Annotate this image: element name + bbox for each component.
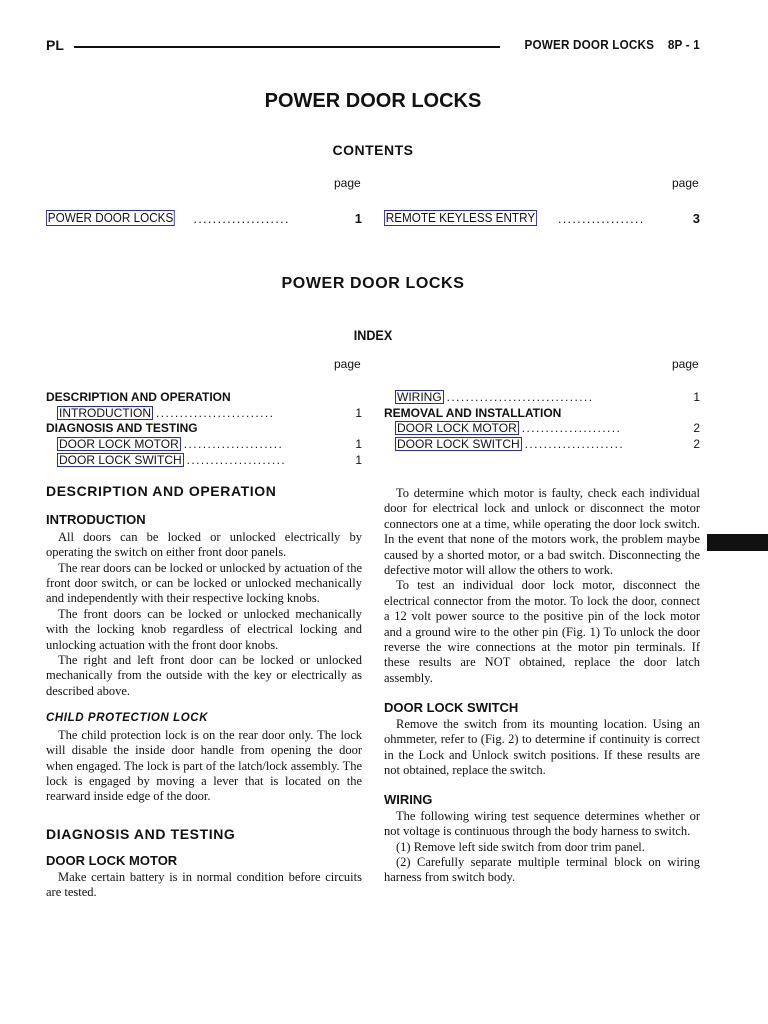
- heading-door-lock-motor: DOOR LOCK MOTOR: [46, 853, 178, 869]
- paragraph: The child protection lock is on the rear door only. The lock will disable the inside door handle from opening the door when engaged. The lock is part of the latch/lock assembly. The lock is engaged by moving a lever that is located on the rearward inside edge of the door.: [46, 727, 362, 804]
- index-entry-door-lock-motor[interactable]: [57, 436, 362, 452]
- dot-leader: .....................: [183, 437, 284, 451]
- body-right-column: [384, 486, 700, 886]
- document-title: POWER DOOR LOCKS: [264, 90, 482, 112]
- section-tab-marker: [707, 534, 768, 551]
- index-category: [46, 420, 362, 436]
- section-title: POWER DOOR LOCKS: [281, 275, 465, 292]
- header-section-code: PL: [46, 37, 64, 53]
- index-category: [384, 405, 700, 421]
- paragraph: The right and left front door can be locked or unlocked mechanically from the outside with the key or electrically as described above.: [46, 653, 362, 698]
- header-page-title: POWER DOOR LOCKS 8P - 1: [524, 37, 700, 52]
- index-entry-introduction[interactable]: [57, 405, 362, 421]
- contents-heading: CONTENTS: [332, 142, 414, 158]
- index-entry-door-lock-switch[interactable]: [57, 452, 362, 468]
- index-link-door-lock-switch[interactable]: DOOR LOCK SWITCH: [59, 453, 182, 467]
- heading-introduction: INTRODUCTION: [46, 512, 146, 528]
- index-page-label-left: page: [334, 357, 361, 371]
- paragraph: The following wiring test sequence determines whether or not voltage is continuous through the body harness to switch.: [384, 808, 700, 839]
- index-entry-removal-door-lock-switch[interactable]: [395, 436, 700, 452]
- index-category-label: REMOVAL AND INSTALLATION: [384, 406, 562, 420]
- heading-diagnosis-and-testing: DIAGNOSIS AND TESTING: [46, 825, 236, 842]
- index-link-door-lock-motor[interactable]: DOOR LOCK MOTOR: [59, 437, 179, 451]
- heading-description-and-operation: DESCRIPTION AND OPERATION: [46, 483, 277, 499]
- dot-leader: .....................: [524, 437, 625, 451]
- index-category-label: DIAGNOSIS AND TESTING: [46, 421, 198, 435]
- dot-leader: ..................: [557, 210, 645, 226]
- index-category: [46, 389, 362, 405]
- dot-leader: .....................: [521, 421, 622, 435]
- paragraph: To determine which motor is faulty, check each individual door for electrical lock and unlock or disconnect the motor connectors one at a time, while operating the door lock switch. In the event that none of the motors work, the problem maybe caused by a shorted motor, or a bad switch. Disconnecting the defective motor will allow the others to work.: [384, 486, 700, 578]
- index-link-wiring[interactable]: WIRING: [397, 390, 442, 404]
- contents-entry-power-door-locks[interactable]: [46, 209, 362, 227]
- paragraph: Remove the switch from its mounting location. Using an ohmmeter, refer to (Fig. 2) to determine if continuity is correct in the Lock and Unlock switch positions. If these results are not obtained, replace the switch.: [384, 716, 700, 777]
- index-link-removal-door-lock-switch[interactable]: DOOR LOCK SWITCH: [397, 437, 520, 451]
- running-header: [46, 37, 700, 55]
- contents-page-label-right: page: [672, 176, 699, 190]
- paragraph: All doors can be locked or unlocked electrically by operating the switch on either front door panels.: [46, 529, 362, 560]
- dot-leader: ...............................: [446, 390, 594, 404]
- header-rule: [74, 46, 500, 48]
- index-link-introduction[interactable]: INTRODUCTION: [59, 406, 151, 420]
- index-page-number: 1: [355, 406, 362, 420]
- paragraph: (2) Carefully separate multiple terminal block on wiring harness from switch body.: [384, 854, 700, 885]
- contents-page-label-left: page: [334, 176, 361, 190]
- index-entry-wiring[interactable]: [395, 389, 700, 405]
- contents-page-number: 3: [692, 210, 700, 226]
- paragraph: (1) Remove left side switch from door trim panel.: [396, 839, 645, 854]
- dot-leader: .........................: [156, 406, 275, 420]
- contents-page-number: 1: [354, 210, 362, 226]
- index-page-label-right: page: [672, 357, 699, 371]
- index-heading: INDEX: [353, 327, 393, 343]
- heading-wiring: WIRING: [384, 792, 433, 808]
- index-page-number: 2: [693, 437, 700, 451]
- dot-leader: ....................: [193, 210, 290, 226]
- index-page-number: 1: [693, 390, 700, 404]
- paragraph: To test an individual door lock motor, disconnect the electrical connector from the motor. To lock the door, connect a 12 volt power source to the positive pin of the lock motor and a ground wire to the other pin (Fig. 1) To unlock the door reverse the wire connections at the motor pin terminals. If these results are NOT obtained, replace the door latch assembly.: [384, 578, 700, 685]
- index-page-number: 1: [355, 437, 362, 451]
- index-link-removal-door-lock-motor[interactable]: DOOR LOCK MOTOR: [397, 421, 517, 435]
- dot-leader: .....................: [186, 453, 287, 467]
- contents-link-remote-keyless-entry[interactable]: REMOTE KEYLESS ENTRY: [385, 210, 536, 225]
- heading-child-protection-lock: CHILD PROTECTION LOCK: [46, 712, 209, 725]
- index-page-number: 1: [355, 453, 362, 467]
- heading-door-lock-switch: DOOR LOCK SWITCH: [384, 700, 519, 716]
- index-entry-removal-door-lock-motor[interactable]: [395, 420, 700, 436]
- paragraph: The front doors can be locked or unlocked mechanically with the locking knob regardless of electrical locking and unlocking actuation with the front door knobs.: [46, 606, 362, 652]
- index-page-number: 2: [693, 421, 700, 435]
- paragraph: Make certain battery is in normal condition before circuits are tested.: [46, 869, 362, 899]
- paragraph: The rear doors can be locked or unlocked by actuation of the front door switch, or can be locked or unlocked mechanically and independently with their respective locking knobs.: [46, 560, 362, 606]
- contents-link-power-door-locks[interactable]: POWER DOOR LOCKS: [47, 210, 174, 225]
- contents-entry-remote-keyless-entry[interactable]: [384, 209, 700, 227]
- body-left-column: [46, 484, 362, 900]
- index-category-label: DESCRIPTION AND OPERATION: [46, 390, 231, 404]
